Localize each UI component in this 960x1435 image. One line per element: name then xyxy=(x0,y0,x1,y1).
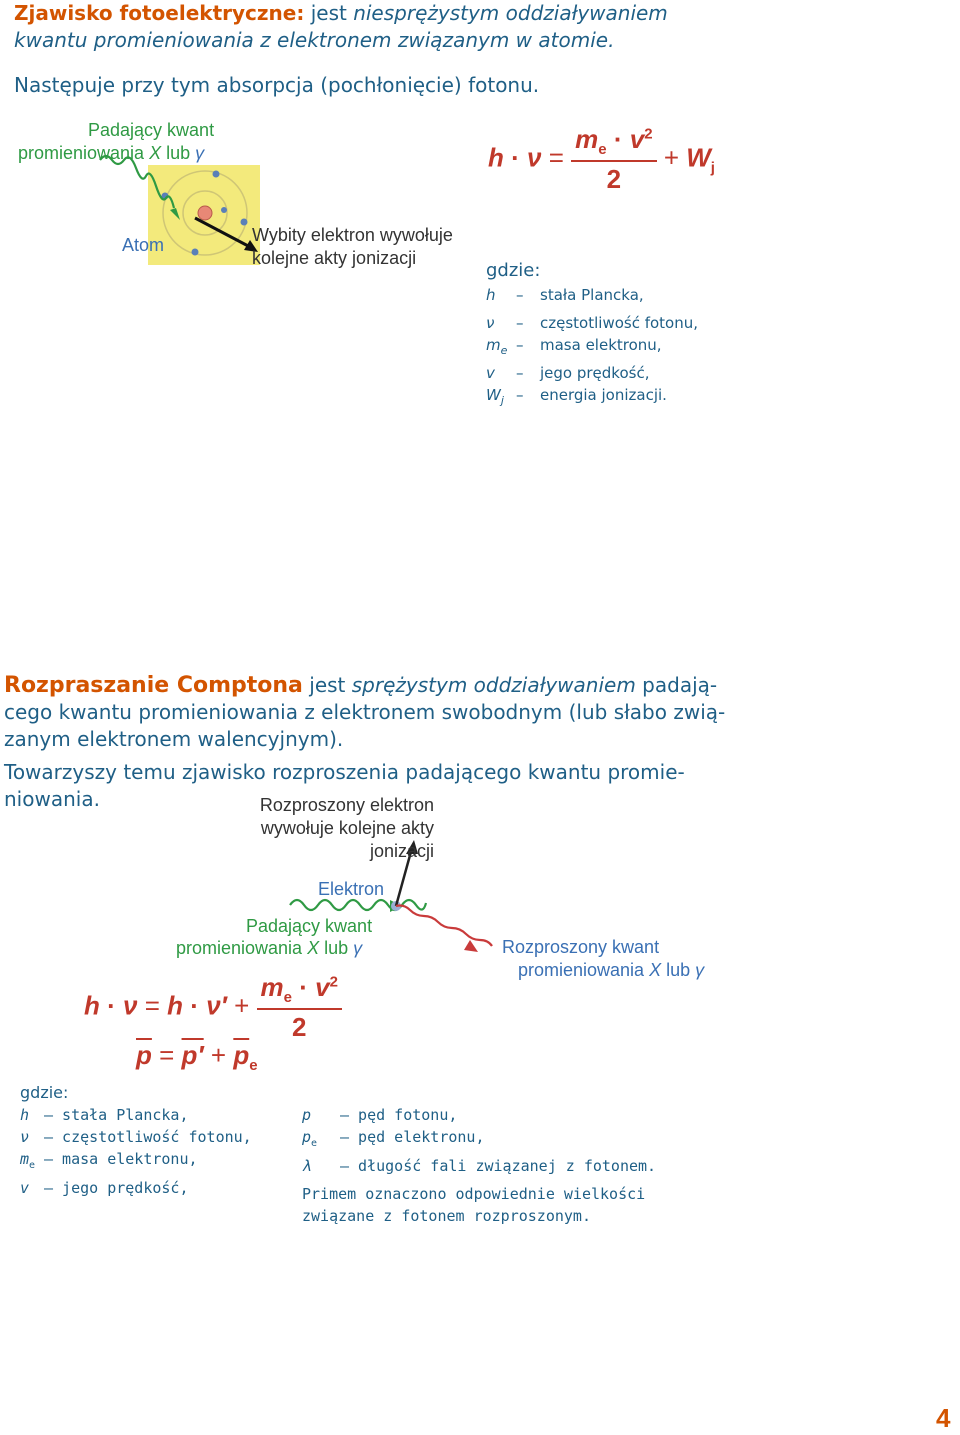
photoelectric-intro xyxy=(14,0,944,99)
eq-fraction xyxy=(257,972,342,1043)
eq-dot: · xyxy=(107,990,116,1021)
compton-line-2: cego kwantu promieniowania z elektronem swobodnym (lub słabo zwią- xyxy=(4,700,726,724)
incident-label-word: promieniowania xyxy=(18,143,145,163)
def-symbol: p xyxy=(302,1128,312,1146)
photoelectric-equation xyxy=(488,124,715,195)
def-symbol: W xyxy=(486,386,501,404)
electron xyxy=(241,219,248,226)
def-text: – częstotliwość fotonu, xyxy=(44,1128,252,1146)
definitions-header: gdzie: xyxy=(486,260,541,281)
eq-v: v xyxy=(315,972,330,1002)
photoelectric-line-3: Następuje przy tym absorpcja (pochłonięcie) fotonu. xyxy=(14,73,540,97)
eq-nu-prime: ν′ xyxy=(206,990,227,1021)
eq-p-vector: $\overline{p}$ xyxy=(136,1040,152,1070)
scattered-arrowhead xyxy=(464,940,478,952)
text-emphasis: niesprężystym oddziaływaniem xyxy=(353,1,668,25)
compton-line-3: zanym elektronem walencyjnym). xyxy=(4,727,344,751)
incident-label-line-1: Padający kwant xyxy=(88,120,215,140)
eq-v: v xyxy=(629,124,645,154)
prime-note-line-2: związane z fotonem rozproszonym. xyxy=(302,1207,591,1225)
scattered-electron-line-1: Rozproszony elektron xyxy=(259,795,434,815)
definitions-photoelectric xyxy=(486,258,698,412)
gamma-symbol: γ xyxy=(195,143,205,163)
compton-line-5: niowania. xyxy=(4,787,100,811)
eq-h: h xyxy=(167,990,184,1021)
eq-dot: · xyxy=(190,990,199,1021)
incident-photon-label xyxy=(88,119,214,141)
text-emphasis: sprężystym oddziaływaniem xyxy=(351,673,636,697)
def-symbol: v xyxy=(486,364,495,382)
definition-row xyxy=(20,1177,252,1199)
def-dash: – xyxy=(516,386,524,404)
def-symbol-sub: e xyxy=(311,1138,318,1149)
def-dash: – xyxy=(516,364,524,382)
compton-title: Rozpraszanie Comptona xyxy=(4,673,303,698)
eq-p-prime-vector: p′ xyxy=(181,1040,204,1070)
def-dash: – xyxy=(516,314,524,332)
eq-plus: + xyxy=(210,1040,227,1070)
def-text: – pęd fotonu, xyxy=(340,1106,458,1124)
def-text: masa elektronu, xyxy=(540,336,662,354)
eq-nu: ν xyxy=(527,142,542,173)
def-text: – pęd elektronu, xyxy=(340,1128,485,1146)
incident-wave xyxy=(290,900,426,910)
eq-equals: = xyxy=(159,1040,175,1070)
incident-label-word: promieniowania xyxy=(176,938,303,958)
nucleus xyxy=(198,206,212,220)
eq-dot: · xyxy=(299,972,308,1002)
eq-h: h xyxy=(488,142,504,173)
def-symbol: ν xyxy=(20,1128,30,1146)
eq-equals: = xyxy=(548,142,564,173)
def-symbol: ν xyxy=(486,314,495,332)
compton-energy-equation xyxy=(84,972,342,1043)
compton-line-1 xyxy=(4,672,944,699)
definition-row xyxy=(486,384,698,412)
definition-row xyxy=(20,1104,252,1126)
eq-v-sup: 2 xyxy=(644,125,653,143)
atom-label: Atom xyxy=(122,235,165,255)
photoelectric-line-2: kwantu promieniowania z elektronem związanym w atomie. xyxy=(14,28,615,52)
eq-w-sub: j xyxy=(710,159,715,177)
ejected-label-line-1: Wybity elektron wywołuje xyxy=(252,225,453,245)
def-text: energia jonizacji. xyxy=(540,386,667,404)
definition-row xyxy=(20,1126,252,1148)
eq-pe-sub: e xyxy=(249,1057,258,1075)
text-segment: jest xyxy=(310,1,347,25)
scattered-label-line-1: Rozproszony kwant xyxy=(502,937,660,957)
photoelectric-line-1 xyxy=(14,0,944,27)
eq-m: m xyxy=(260,972,284,1002)
def-symbol-sub: e xyxy=(500,344,508,357)
eq-h: h xyxy=(84,990,100,1021)
scattered-wave xyxy=(396,906,492,947)
definition-row xyxy=(486,334,698,362)
def-text: – stała Plancka, xyxy=(44,1106,189,1124)
def-symbol-sub: e xyxy=(29,1160,36,1171)
scattered-label-line-2 xyxy=(502,959,704,982)
def-symbol: λ xyxy=(302,1157,312,1175)
scattered-label-x: X xyxy=(649,960,662,980)
scattered-electron-label xyxy=(226,794,434,863)
text-segment: padają- xyxy=(642,673,718,697)
eq-w: W xyxy=(686,142,711,173)
definition-row xyxy=(20,1148,252,1177)
eq-denominator: 2 xyxy=(606,164,622,195)
eq-pe-vector: $\overline{p}$ xyxy=(233,1040,250,1070)
electron xyxy=(192,249,199,256)
compton-momentum-equation xyxy=(136,1040,258,1074)
eq-equals: = xyxy=(144,990,160,1021)
def-symbol: v xyxy=(20,1179,30,1197)
eq-m-sub: e xyxy=(283,989,293,1007)
def-symbol: h xyxy=(20,1106,30,1124)
electron xyxy=(213,171,220,178)
def-text: częstotliwość fotonu, xyxy=(540,314,699,332)
page-number: 4 xyxy=(936,1403,951,1433)
eq-dot: · xyxy=(613,124,623,154)
photoelectric-title: Zjawisko fotoelektryczne: xyxy=(14,1,305,25)
incident-photon-label: Padający kwant xyxy=(246,916,373,936)
def-text: jego prędkość, xyxy=(540,364,650,382)
ejected-label-line-2: kolejne akty jonizacji xyxy=(252,248,417,268)
eq-v-sup: 2 xyxy=(329,973,338,991)
eq-denominator: 2 xyxy=(292,1012,307,1043)
eq-numerator xyxy=(571,124,656,162)
gamma-symbol: γ xyxy=(353,938,363,958)
def-dash: – xyxy=(516,286,524,304)
text-segment: jest xyxy=(309,673,346,697)
scattered-photon-label xyxy=(502,936,704,982)
ejected-electron-label xyxy=(252,224,453,270)
definitions-header: gdzie: xyxy=(20,1083,69,1102)
scattered-electron-line-2: wywołuje kolejne akty xyxy=(260,818,434,838)
def-dash: – xyxy=(516,336,524,354)
eq-nu: ν xyxy=(123,990,138,1021)
electron xyxy=(221,207,227,213)
definition-row xyxy=(302,1104,656,1126)
incident-label-x: X xyxy=(307,938,320,958)
definition-row xyxy=(486,312,698,334)
compton-line-4: Towarzyszy temu zjawisko rozproszenia padającego kwantu promie- xyxy=(4,760,685,784)
scattered-label-lub: lub xyxy=(666,960,691,980)
definition-row xyxy=(486,362,698,384)
def-text: – długość fali związanej z fotonem. xyxy=(340,1157,657,1175)
compton-intro xyxy=(4,672,944,813)
def-symbol-sub: j xyxy=(500,394,504,407)
def-text: – jego prędkość, xyxy=(44,1179,189,1197)
incident-photon-label-2 xyxy=(176,938,362,959)
definition-row xyxy=(302,1155,656,1177)
gamma-symbol: γ xyxy=(695,960,705,980)
electron-label: Elektron xyxy=(318,879,385,899)
prime-note-line-1: Primem oznaczono odpowiednie wielkości xyxy=(302,1185,646,1203)
eq-m-sub: e xyxy=(598,141,607,159)
scattered-electron-line-3: jonizacji xyxy=(369,841,434,861)
def-symbol: p xyxy=(302,1106,312,1124)
incident-label-lub: lub xyxy=(324,938,349,958)
def-text: stała Plancka, xyxy=(540,286,644,304)
definition-row xyxy=(486,284,698,306)
def-symbol: m xyxy=(486,336,501,354)
incident-photon-label-2 xyxy=(18,142,204,164)
eq-m: m xyxy=(575,124,599,154)
def-symbol: m xyxy=(20,1150,30,1168)
definitions-compton-right xyxy=(302,1104,656,1227)
def-text: – masa elektronu, xyxy=(44,1150,198,1168)
incident-label-x: X xyxy=(149,143,162,163)
eq-plus: + xyxy=(234,990,250,1021)
definitions-compton-left xyxy=(20,1082,252,1199)
eq-numerator xyxy=(257,972,342,1010)
definition-row xyxy=(302,1126,656,1155)
scattered-label-word: promieniowania xyxy=(518,960,645,980)
eq-dot: · xyxy=(511,142,520,173)
incident-label-lub: lub xyxy=(166,143,191,163)
def-symbol: h xyxy=(486,286,496,304)
eq-plus: + xyxy=(663,142,679,173)
eq-fraction xyxy=(571,124,656,195)
